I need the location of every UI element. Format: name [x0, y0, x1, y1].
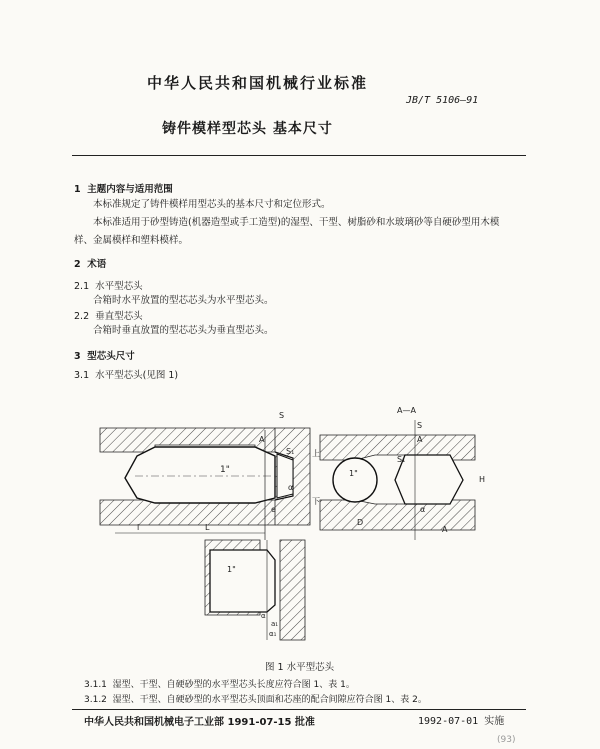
clause-text: 湿型、干型、自硬砂型的水平型芯头顶面和芯座的配合间隙应符合图 1、表 2。: [112, 695, 427, 705]
label-s-section: S: [417, 421, 423, 430]
section-title: 术语: [87, 259, 107, 270]
figure-1-drawing: [95, 400, 515, 650]
label-a: A: [259, 435, 265, 444]
document-title: 铸件模样型芯头 基本尺寸: [162, 121, 333, 137]
section-number: 1: [74, 184, 81, 195]
clause-number: 3.1.1: [84, 680, 107, 690]
clause-number: 3.1.2: [84, 695, 107, 705]
section-1-paragraph-2b: 样、金属模样和塑料模样。: [74, 235, 189, 246]
term-2-1-text: 合箱时水平放置的型芯芯头为水平型芯头。: [93, 295, 274, 306]
section-title: 主题内容与适用范围: [87, 184, 173, 195]
label-s1-section: S₁: [397, 455, 406, 464]
term-2-2-text: 合箱时垂直放置的型芯芯头为垂直型芯头。: [93, 325, 274, 336]
header-rule: [72, 155, 526, 156]
label-l: l: [137, 523, 140, 532]
label-down: 下: [312, 497, 320, 506]
core-cross-section: [333, 458, 377, 502]
section-label: A—A: [397, 406, 416, 415]
label-a-bottom: A: [442, 525, 448, 534]
term-number: 2.2: [74, 311, 90, 322]
label-e: e: [271, 505, 276, 514]
label-H: H: [479, 475, 486, 484]
section-number: 2: [74, 259, 81, 270]
clause-number: 3.1: [74, 370, 90, 381]
footer-approval: 中华人民共和国机械电子工业部 1991-07-15 批准: [84, 717, 315, 728]
section-3-heading: [74, 348, 135, 362]
term-title: 垂直型芯头: [95, 311, 143, 322]
label-s1: S₁: [286, 447, 295, 456]
section-2-heading: [74, 256, 106, 270]
figure-caption: 图 1 水平型芯头: [265, 662, 335, 673]
label-up: 上: [312, 449, 320, 458]
lower-core-outline: [210, 550, 275, 612]
label-alpha-section: α: [420, 505, 426, 514]
label-s: S: [279, 411, 285, 420]
core-label: 1": [220, 465, 230, 475]
org-title: 中华人民共和国机械行业标准: [147, 74, 369, 92]
label-D: D: [357, 518, 364, 527]
clause-3-1-2: [84, 692, 427, 705]
lower-view-hatch-right: [280, 540, 305, 640]
clause-text: 湿型、干型、自硬砂型的水平型芯头长度应符合图 1、表 1。: [112, 680, 355, 690]
term-title: 水平型芯头: [95, 281, 143, 292]
clause-3-1-heading: [74, 367, 178, 385]
core-label-section: 1": [349, 469, 358, 478]
section-1-paragraph-1: 本标准规定了铸件模样用型芯头的基本尺寸和定位形式。: [93, 199, 331, 210]
section-number: 3: [74, 351, 81, 362]
label-a-section: A: [417, 435, 423, 444]
footer-implementation: 1992-07-01 实施: [418, 716, 505, 727]
page-number: (93): [497, 735, 516, 745]
lower-label-a1: a₁: [271, 620, 279, 628]
clause-title: 水平型芯头(见图 1): [95, 370, 179, 381]
horizontal-core-outline: [125, 447, 275, 503]
lower-label-alpha1: α₁: [269, 630, 277, 638]
footer-rule: [72, 709, 526, 710]
label-L: L: [205, 523, 210, 532]
label-alpha: α: [288, 483, 294, 492]
section-lower-hatch: [320, 500, 475, 530]
standard-number: JB/T 5106—91: [406, 95, 479, 106]
lower-mold-hatch: [100, 500, 275, 525]
lower-core-label: 1": [227, 565, 236, 574]
section-1-heading: [74, 181, 173, 195]
clause-3-1-1: [84, 677, 355, 690]
term-number: 2.1: [74, 281, 90, 292]
section-1-paragraph-2a: 本标准适用于砂型铸造(机器造型或手工造型)的湿型、干型、树脂砂和水玻璃砂等自硬砂型用木模: [93, 217, 500, 228]
section-title: 型芯头尺寸: [87, 351, 135, 362]
lower-label-alpha: α: [261, 612, 266, 620]
